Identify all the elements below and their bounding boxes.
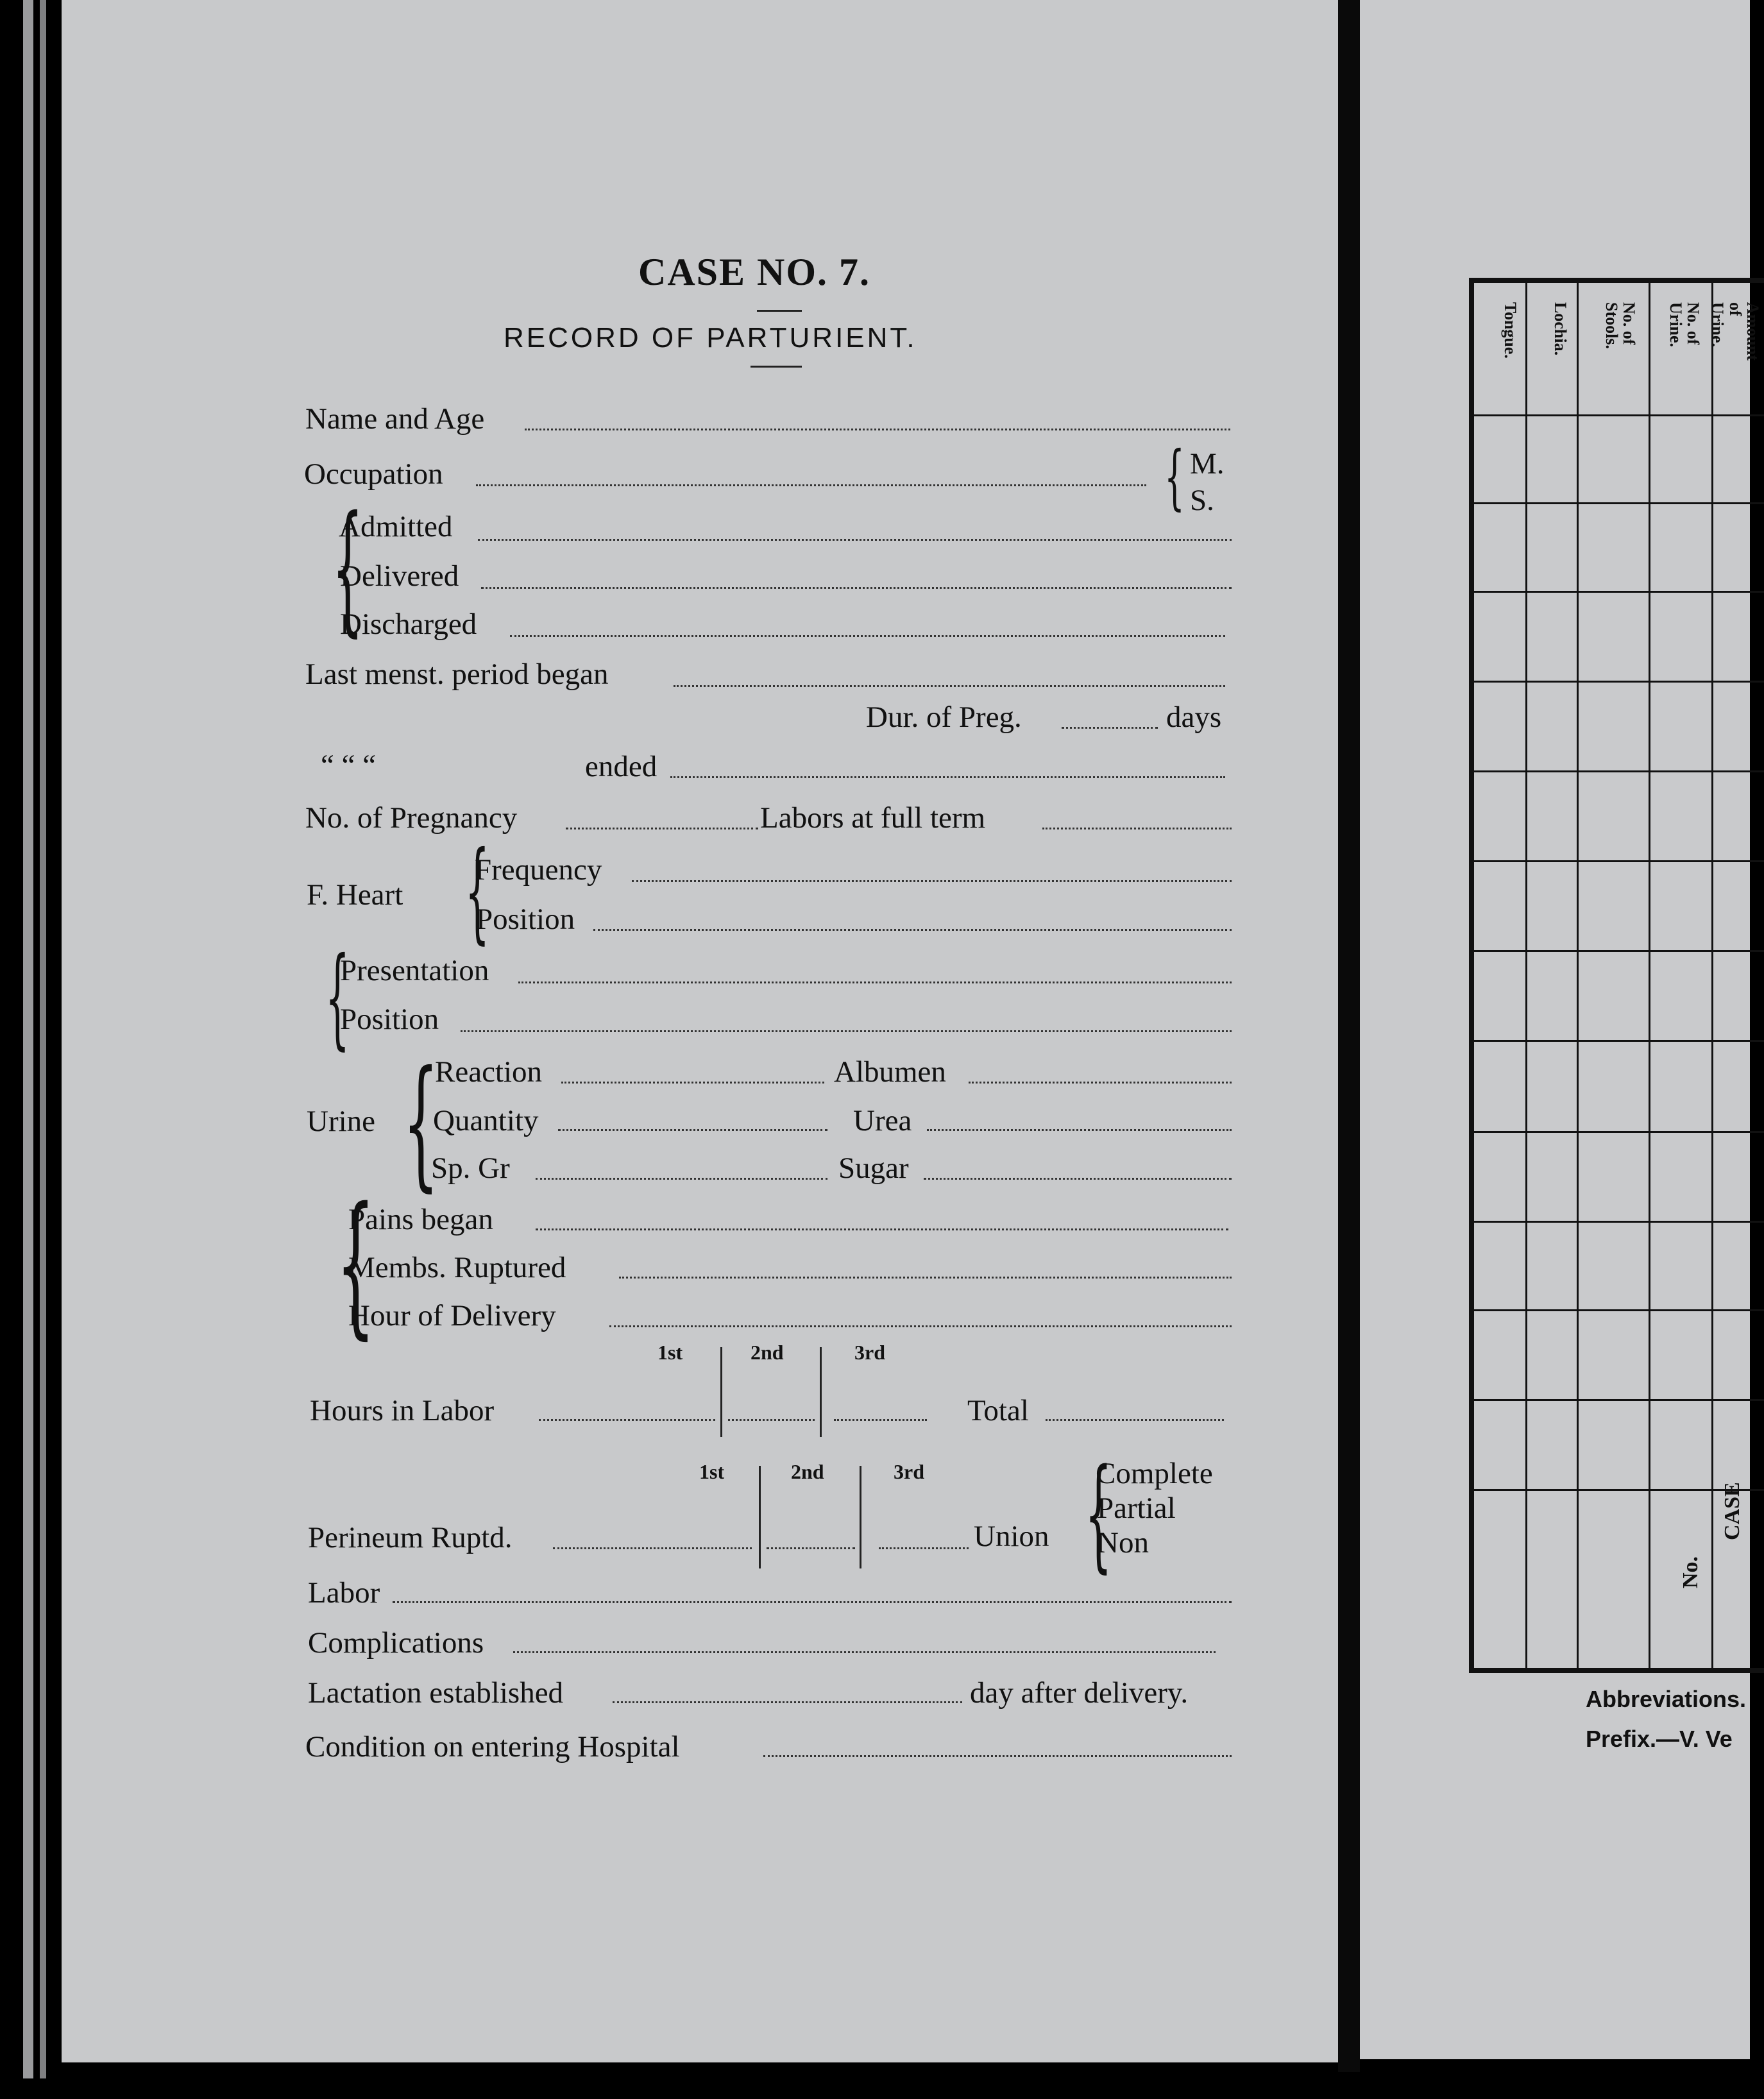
label-occupation: Occupation bbox=[304, 457, 443, 491]
urine-brace: { bbox=[402, 1041, 439, 1205]
labor-events-brace: { bbox=[335, 1174, 375, 1354]
dates-brace: { bbox=[332, 486, 364, 650]
label-lactation: Lactation established bbox=[308, 1676, 564, 1710]
record-rule bbox=[751, 366, 802, 368]
reaction-line[interactable] bbox=[561, 1082, 824, 1083]
stage-divider-2 bbox=[820, 1347, 822, 1437]
quantity-line[interactable] bbox=[558, 1129, 827, 1131]
col-header-amount-urine: Amount of Urine. bbox=[1708, 302, 1762, 361]
label-membs-ruptured: Membs. Ruptured bbox=[348, 1251, 566, 1284]
label-perineum: Perineum Ruptd. bbox=[308, 1521, 513, 1554]
presentation-line[interactable] bbox=[518, 982, 1232, 983]
dur-preg-line[interactable] bbox=[1062, 727, 1158, 729]
label-partial: Partial bbox=[1097, 1491, 1176, 1525]
admitted-line[interactable] bbox=[478, 539, 1232, 541]
row-divider bbox=[1474, 591, 1764, 593]
col-divider bbox=[1525, 283, 1527, 1668]
degree-1st-label: 1st bbox=[699, 1460, 725, 1483]
col-divider bbox=[1649, 283, 1650, 1668]
perineum-2nd-line[interactable] bbox=[767, 1547, 855, 1549]
condition-line[interactable] bbox=[763, 1755, 1232, 1757]
no-pregnancy-line[interactable] bbox=[566, 828, 758, 829]
albumen-line[interactable] bbox=[969, 1082, 1232, 1083]
row-divider bbox=[1474, 1040, 1764, 1042]
degree-3rd-label: 3rd bbox=[894, 1460, 924, 1483]
case-title: CASE NO. 7. bbox=[638, 251, 871, 293]
label-non: Non bbox=[1097, 1526, 1149, 1559]
occupation-line[interactable] bbox=[476, 484, 1146, 486]
perineum-3rd-line[interactable] bbox=[879, 1547, 969, 1549]
row-divider bbox=[1474, 502, 1764, 504]
label-total: Total bbox=[967, 1394, 1029, 1427]
abbreviations-label: Abbreviations. bbox=[1586, 1686, 1747, 1712]
label-sugar: Sugar bbox=[838, 1151, 909, 1185]
label-single: S. bbox=[1190, 484, 1214, 517]
row-divider bbox=[1474, 950, 1764, 952]
membs-ruptured-line[interactable] bbox=[619, 1277, 1232, 1279]
label-married: M. bbox=[1190, 447, 1225, 480]
pains-began-line[interactable] bbox=[536, 1228, 1228, 1230]
row-divider bbox=[1474, 681, 1764, 683]
col-divider bbox=[1711, 283, 1713, 1668]
col-divider bbox=[1577, 283, 1579, 1668]
label-no-pregnancy: No. of Pregnancy bbox=[305, 801, 518, 835]
col-header-urine: No. of Urine. bbox=[1666, 302, 1702, 348]
frequency-line[interactable] bbox=[632, 880, 1232, 882]
label-urea: Urea bbox=[853, 1104, 912, 1137]
union-brace: { bbox=[1085, 1443, 1112, 1585]
label-ended: ended bbox=[585, 750, 657, 783]
book-spine-edge bbox=[23, 0, 33, 2078]
row-divider bbox=[1474, 414, 1764, 416]
labors-full-term-line[interactable] bbox=[1042, 828, 1232, 829]
urea-line[interactable] bbox=[927, 1129, 1232, 1131]
marital-brace: { bbox=[1164, 436, 1185, 518]
label-complete: Complete bbox=[1096, 1457, 1213, 1490]
fh-position-line[interactable] bbox=[593, 929, 1232, 931]
label-position: Position bbox=[340, 1003, 439, 1036]
hours-stage1-line[interactable] bbox=[539, 1419, 715, 1421]
label-complications: Complications bbox=[308, 1626, 484, 1660]
book-gutter bbox=[1338, 0, 1360, 2072]
label-hours-in-labor: Hours in Labor bbox=[310, 1394, 495, 1427]
sp-gr-line[interactable] bbox=[536, 1178, 827, 1180]
label-last-menst-began: Last menst. period began bbox=[305, 658, 609, 691]
ended-line[interactable] bbox=[670, 776, 1225, 778]
degree-divider-2 bbox=[860, 1466, 861, 1568]
col-header-lochia: Lochia. bbox=[1551, 302, 1570, 356]
f-heart-brace: { bbox=[465, 828, 490, 955]
label-delivered: Delivered bbox=[340, 559, 459, 593]
row-divider bbox=[1474, 1131, 1764, 1133]
row-divider bbox=[1474, 860, 1764, 862]
ditto-marks: “ “ “ bbox=[321, 749, 377, 782]
stage-divider-1 bbox=[720, 1347, 722, 1437]
degree-2nd-label: 2nd bbox=[791, 1460, 824, 1483]
label-pains-began: Pains began bbox=[348, 1203, 493, 1236]
label-sp-gr: Sp. Gr bbox=[431, 1151, 510, 1185]
label-admitted: Admitted bbox=[339, 510, 453, 543]
row-divider bbox=[1474, 1221, 1764, 1223]
position-line[interactable] bbox=[461, 1030, 1232, 1032]
label-dur-preg: Dur. of Preg. bbox=[866, 701, 1022, 734]
label-reaction: Reaction bbox=[435, 1055, 543, 1089]
label-f-heart: F. Heart bbox=[307, 878, 403, 912]
label-quantity: Quantity bbox=[433, 1104, 539, 1137]
perineum-1st-line[interactable] bbox=[553, 1547, 752, 1549]
label-day-after-delivery: day after delivery. bbox=[970, 1676, 1189, 1710]
book-spine-edge-inner bbox=[40, 0, 46, 2078]
total-line[interactable] bbox=[1046, 1419, 1224, 1421]
complications-line[interactable] bbox=[513, 1651, 1216, 1653]
label-labors-full-term: Labors at full term bbox=[760, 801, 986, 835]
col-header-tongue: Tongue. bbox=[1501, 302, 1520, 359]
sugar-line[interactable] bbox=[924, 1178, 1232, 1180]
label-fh-position: Position bbox=[476, 903, 575, 936]
row-divider bbox=[1474, 1399, 1764, 1401]
no-label: No. bbox=[1679, 1556, 1702, 1588]
title-rule bbox=[757, 310, 802, 312]
row-divider bbox=[1474, 770, 1764, 772]
label-hour-delivery: Hour of Delivery bbox=[348, 1299, 556, 1332]
case-label: CASE bbox=[1720, 1482, 1744, 1540]
stage-3rd-label: 3rd bbox=[854, 1341, 885, 1364]
record-title: RECORD OF PARTURIENT. bbox=[504, 322, 917, 353]
label-albumen: Albumen bbox=[834, 1055, 946, 1089]
name-age-line[interactable] bbox=[525, 429, 1230, 430]
hours-stage2-line[interactable] bbox=[728, 1419, 815, 1421]
label-frequency: Frequency bbox=[475, 853, 602, 887]
stage-1st-label: 1st bbox=[657, 1341, 683, 1364]
label-urine: Urine bbox=[307, 1105, 376, 1138]
presentation-brace: { bbox=[325, 934, 350, 1061]
hour-delivery-line[interactable] bbox=[609, 1325, 1232, 1327]
degree-divider-1 bbox=[759, 1466, 761, 1568]
clinical-chart-table bbox=[1469, 278, 1764, 1673]
discharged-line[interactable] bbox=[510, 635, 1225, 637]
label-condition: Condition on entering Hospital bbox=[305, 1730, 680, 1763]
row-divider bbox=[1474, 1309, 1764, 1311]
labor-line[interactable] bbox=[393, 1601, 1232, 1603]
prefix-label: Prefix.—V. Ve bbox=[1586, 1726, 1733, 1752]
hours-stage3-line[interactable] bbox=[834, 1419, 927, 1421]
label-days: days bbox=[1166, 701, 1222, 734]
label-name-age: Name and Age bbox=[305, 402, 485, 436]
label-presentation: Presentation bbox=[340, 954, 489, 987]
last-menst-began-line[interactable] bbox=[674, 685, 1225, 687]
stage-2nd-label: 2nd bbox=[751, 1341, 784, 1364]
col-header-stools: No. of Stools. bbox=[1602, 302, 1638, 349]
lactation-line[interactable] bbox=[613, 1701, 962, 1703]
delivered-line[interactable] bbox=[481, 587, 1232, 589]
label-labor: Labor bbox=[308, 1576, 380, 1610]
label-discharged: Discharged bbox=[340, 608, 477, 641]
label-union: Union bbox=[974, 1520, 1049, 1553]
